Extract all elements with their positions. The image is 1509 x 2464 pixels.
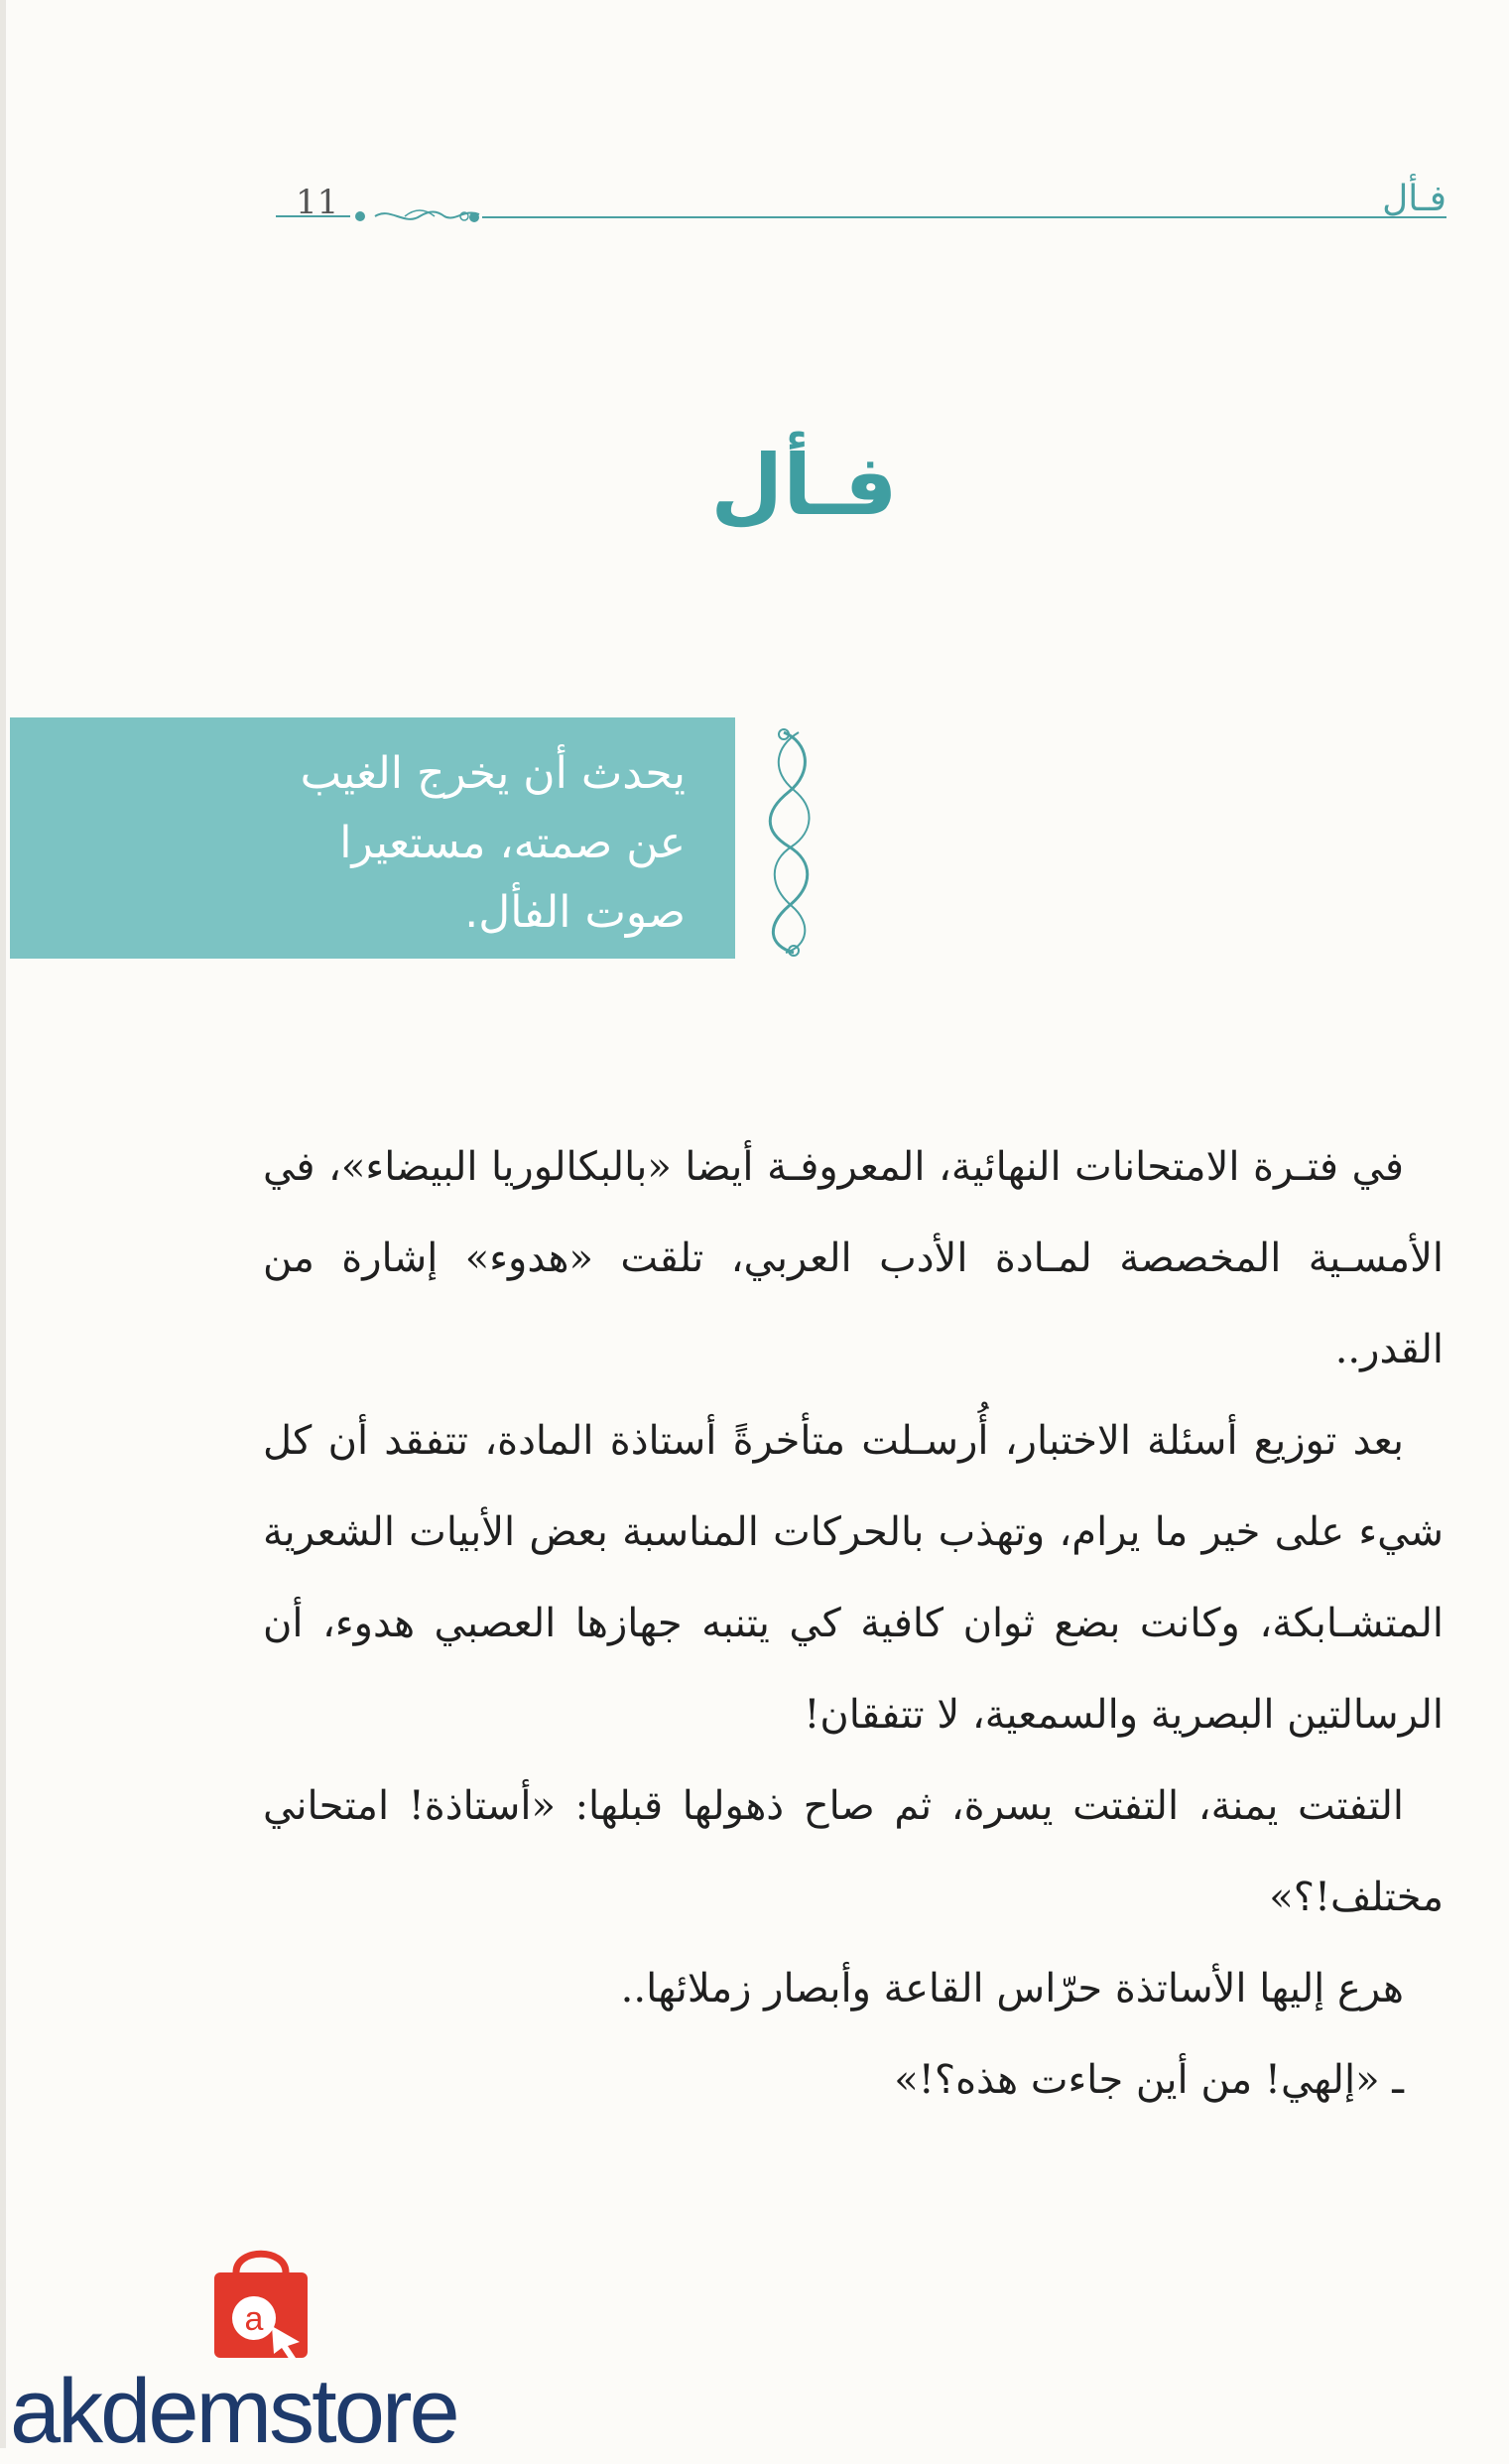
store-name: akdemstore xyxy=(10,2361,457,2462)
paragraph: التفتت يمنة، التفتت يسرة، ثم صاح ذهولها قبلها: «أستاذة! امتحاني مختلف!؟» xyxy=(263,1783,1444,1920)
epigraph-line: يحدث أن يخرج الغيب xyxy=(300,748,686,799)
store-logo xyxy=(0,2243,556,2462)
running-header xyxy=(276,179,1446,248)
epigraph-text xyxy=(301,739,686,948)
epigraph-line: عن صمته، مستعيرا xyxy=(339,818,686,868)
epigraph-line: صوت الفأل. xyxy=(464,887,686,938)
paragraph: هرع إليها الأساتذة حرّاس القاعة وأبصار زملائها.. xyxy=(620,1966,1404,2011)
header-rule-ornament xyxy=(276,208,1446,248)
paragraph: في فتـرة الامتحانات النهائية، المعروفـة أيضا «بالبكالوريا البيضاء»، في الأمسـية المخصصة لمـادة الأدب العربي، تلقت «هدوء» إشارة من القدر.. xyxy=(263,1144,1444,1372)
bag-letter: a xyxy=(244,2300,264,2338)
shopping-bag-icon xyxy=(206,2243,315,2362)
epigraph-box xyxy=(10,717,735,959)
header-title: فـأل xyxy=(1382,179,1446,219)
paragraph: ـ «إلهي! من أين جاءت هذه؟!» xyxy=(894,2057,1404,2103)
page-edge xyxy=(0,0,6,2448)
scroll-flourish-ornament xyxy=(754,722,823,961)
chapter-title: فـأل xyxy=(710,437,898,534)
body-text xyxy=(263,1121,1444,2126)
paragraph: بعد توزيع أسئلة الاختبار، أُرسـلت متأخرةً أستاذة المادة، تتفقد أن كل شيء على خير ما يرام، وتهذب بالحركات المناسبة بعض الأبيات الشعرية المتشـابكة، وكانت بضع ثوان كافية كي يتنبه جهازها العصبي هدوء، أن الرسالتين البصرية والسمعية، لا تتفقان! xyxy=(263,1418,1444,1738)
page-number: 11 xyxy=(296,183,339,222)
